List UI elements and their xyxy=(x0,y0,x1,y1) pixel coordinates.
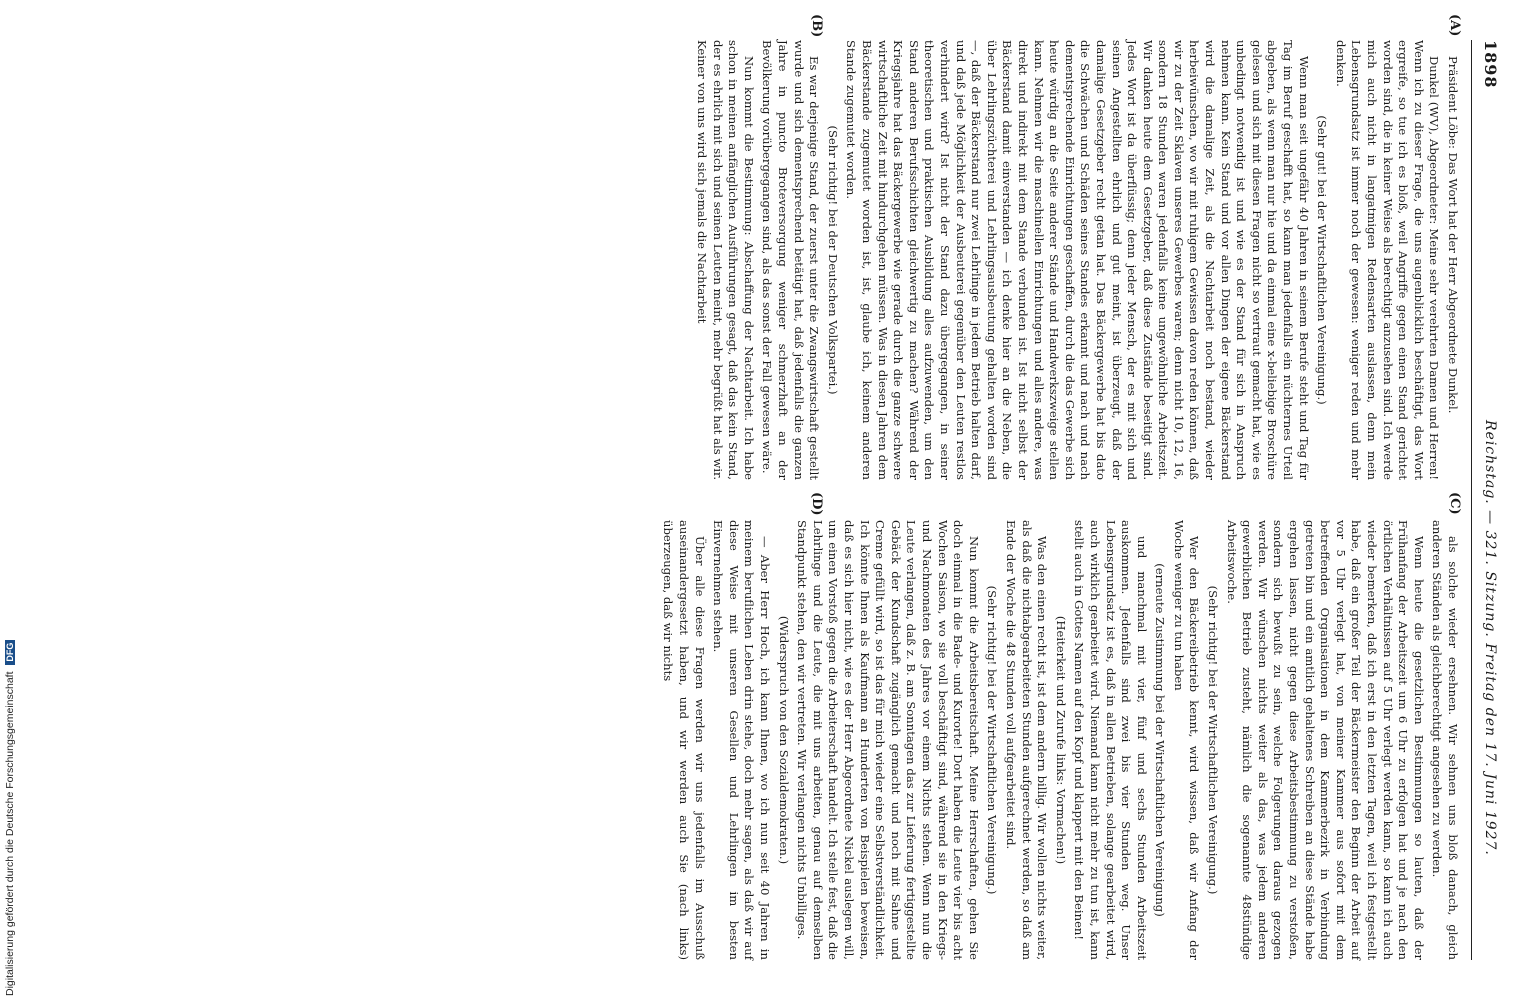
credit-text: Digitalisierung gefördert durch die Deutsche Forschungsgemeinschaft xyxy=(4,671,16,996)
dfg-logo-icon: DFG xyxy=(5,640,15,665)
paragraph: Nun kommt die Bestimmung: Abschaffung der Nachtarbeit. Ich habe schon in meinen anfänglichen Ausführungen gesagt, daß das kein Stand, der es ehrlich mit sich und seinen Leuten meint, mehr begrüßt hat als wir. Keiner von uns wird sich jemals die Nachtarbeit xyxy=(695,40,756,480)
interjection: (erneute Zustimmung bei der Wirtschaftlichen Vereinigung) xyxy=(1153,563,1168,917)
interjection: (Sehr richtig! bei der Wirtschaftlichen Vereinigung.) xyxy=(1206,585,1221,895)
interjection: (Heiterkeit und Zurufe links: Vormachen!) xyxy=(1053,615,1068,865)
paragraph: Es war derjenige Stand, der zuerst unter die Zwangswirtschaft gestellt wurde und sich dementsprechend betätigt hat, daß jedenfalls die ganzen Jahre in puncto Broteversorgung weniger schmerzhaft an der Bevölkerung vorübergegangen sind, als das sonst der Fall gewesen wäre. xyxy=(760,40,822,480)
paragraph: Über alle diese Fragen werden wir uns jedenfalls im Ausschuß auseinandergesetzt haben, und wir werden auch Sie (nach links) überzeugen, daß wir nichts xyxy=(661,520,707,960)
credit-line xyxy=(4,640,16,996)
margin-marker-a: (A) xyxy=(1447,14,1462,37)
interjection: (Widerspruch von den Sozialdemokraten.) xyxy=(776,615,791,865)
paragraph: Was den einen recht ist, ist dem andern billig. Wir wollen nichts weiter, als daß die nichtabgearbeiteten Stunden aufgerechnet werden, so daß am Ende der Woche die 48 Stunden voll aufgearbeitet sind. xyxy=(1003,520,1050,960)
paragraph-dunkel-intro: Dunkel (WV), Abgeordneter: Meine sehr verehrten Damen und Herren! Wenn ich zu dieser Frage, die uns augenblicklich beschäftigt, das Wort ergreife, so tue ich es bloß, weil Angriffe gegen einen Stand gerichtet worden sind, die in keiner Weise als berechtigt anzusehen sind. Ich werde mich auch nicht in langatmigen Redensarten auslassen, denn mein Lebensgrundsatz ist immer noch der gewesen: weniger reden und mehr denken. xyxy=(1333,40,1442,480)
paragraph-president: Präsident Löbe: Das Wort hat der Herr Abgeordnete Dunkel. xyxy=(1446,56,1460,414)
interjection: (Sehr gut! bei der Wirtschaftlichen Vereinigung.) xyxy=(1315,115,1330,405)
page-number: 1898 xyxy=(1481,40,1500,89)
column-divider xyxy=(220,500,1460,501)
paragraph: Nun kommt die Arbeitsbereitschaft. Meine Herrschaften, gehen Sie doch einmal in die Bade- und Kurorte! Dort haben die Leute vier bis acht Wochen Saison, wo sie voll beschäftigt sind, während sie in den Kriegs- und Nachmonaten des Jahres vor einem Nichts stehen. Wenn nun die Leute verlangen, daß z. B. am Sonntagen das zur Lieferung fertiggestellte Gebäck der Kundschaft zugänglich gemacht und noch mit Sahne und Creme gefüllt wird, so ist das für mich wieder eine Selbstverständlichkeit. Ich könnte Ihnen als Kaufmann an Hunderten von Beispielen beweisen, daß es sich hier nicht, wie es der Herr Abgeordnete Nickel auslegen will, um einen Vorstoß gegen die Arbeiterschaft handelt. Ich stelle fest, daß die Lehrlinge und die Leute, die mit uns arbeiten, genau auf demselben Standpunkt stehen, den wir vertreten. Wir verlangen nichts Unbilliges. xyxy=(795,520,981,960)
paragraph: als solche wieder ersehnen. Wir sehnen uns bloß danach, gleich anderen Ständen als gleichberechtigt angesehen zu werden. xyxy=(1430,520,1460,960)
rotated-scan-page xyxy=(90,0,1524,1000)
margin-marker-d: (D) xyxy=(809,492,824,516)
interjection: (Sehr richtig! bei der Wirtschaftlichen Vereinigung.) xyxy=(985,585,1000,895)
document-page xyxy=(180,0,1524,1000)
digitization-credit xyxy=(0,0,24,1000)
margin-marker-c: (C) xyxy=(1447,492,1462,515)
running-title: Reichstag. — 321. Sitzung. Freitag den 17. Juni 1927. xyxy=(1482,420,1498,856)
margin-marker-b: (B) xyxy=(809,14,824,38)
paragraph: Wer den Bäckereibetrieb kennt, wird wissen, daß wir Anfang der Woche weniger zu tun haben xyxy=(1171,520,1202,960)
paragraph: — Aber Herr Hoch, ich kann Ihnen, wo ich nun seit 40 Jahren in meinem beruflichen Leben drin stehe, doch mehr sagen, als daß wir auf diese Weise mit unseren Gesellen und Lehrlingen im besten Einvernehmen stehen. xyxy=(711,520,773,960)
paragraph: Wenn heute die gesetzlichen Bestimmungen so lauten, daß der Frühanfang der Arbeitszeit um 6 Uhr zu erfolgen hat und je nach den örtlichen Verhältnissen auf 5 Uhr verlegt werden kann, so kann ich auch wieder bemerken, daß ich erst in den letzten Tagen, weil ich festgestellt habe, daß ein großer Teil der Bäckermeister den Beginn der Arbeit auf vor 5 Uhr verlegt hat, von meiner Kammer aus sofort mit dem betreffenden Organisationen in dem Kammerbezirk in Verbindung getreten bin und ein amtlich gehaltenes Schreiben an diese Stände habe ergehen lassen, nicht gegen diese Arbeitsbestimmung zu verstoßen, sondern sich bewußt zu sein, welche Folgerungen daraus gezogen werden. Wir wünschen nichts weiter als das, was jedem anderen gewerblichen Betrieb zusteht, nämlich die sogenannte 48stündige Arbeitswoche. xyxy=(1224,520,1426,960)
page-header xyxy=(1471,40,1506,960)
paragraph: und manchmal mit vier, fünf und sechs Stunden Arbeitszeit auskommen. Jedenfalls sind zwei bis vier Stunden weg. Unser Lebensgrundsatz ist es, daß in allen Betrieben, solange gearbeitet wird, auch wirklich gearbeitet wird. Niemand kann nicht mehr zu tun ist, kann stellt auch in Gottes Namen auf den Kopf und klappert mit den Beinen! xyxy=(1072,520,1149,960)
paragraph: Wenn man seit ungefähr 40 Jahren in seinem Berufe steht und Tag für Tag im Beruf geschafft hat, so kann man jedenfalls ein nüchternes Urteil abgeben, als wenn man nur hie und da einmal eine x-beliebige Broschüre gelesen und sich mit diesen Fragen nicht so vertraut gemacht hat, wie es unbedingt notwendig ist und wie es der Stand für sich in Anspruch nehmen kann. Kein Stand und vor allen Dingen der eigene Bäckerstand wird die damalige Zeit, als die Nachtarbeit noch bestand, wieder herbeiwünschen, wo wir mit ruhigem Gewissen davon reden können, daß wir zu der Zeit Sklaven unseres Gewerbes waren; denn nicht 10, 12, 16, sondern 18 Stunden waren jedenfalls keine ungewöhnliche Arbeitszeit. Wir danken heute dem Gesetzgeber, daß diese Zustände beseitigt sind. Jedes Wort ist da überflüssig; denn jeder Mensch, der es mit sich und seinen Angestellten ehrlich und gut meint, ist überzeugt, daß der damalige Gesetzgeber recht getan hat. Das Bäckergewerbe hat bis dato die Schwächen und Schäden seines Standes erkannt und nach und nach dementsprechende Einrichtungen geschaffen, durch die das Gewerbe sich heute würdig an die Seite anderer Stände und Handwerkszweige stellen kann. Nehmen wir die maschinellen Einrichtungen und alles andere, was direkt und indirekt mit dem Stande verbunden ist. Ist nicht selbst der Bäckerstand damit einverstanden — ich denke hier an die Neben, die über Lehrlingszüchterei und Lehrlingsausbeutung gehalten worden sind —, daß der Bäckerstand nur zwei Lehrlinge in jedem Betrieb halten darf, und daß jede Möglichkeit der Ausbeuterei gegenüber den Leuten restlos verhindert wird? Ist nicht der Stand dazu übergegangen, in seiner theoretischen und praktischen Ausbildung alles aufzuwenden, um den Stand anderen Berufsschichten gleichwertig zu machen? Während der Kriegsjahre hat das Bäckergewerbe wie gerade durch die ganze schwere wirtschaftliche Zeit mit hindurchgehen müssen. Was in diesen Jahren dem Bäckerstande zugemutet worden ist, ist, glaube ich, keinem anderen Stande zugemutet worden. xyxy=(844,40,1311,480)
interjection: (Sehr richtig! bei der Deutschen Volkspartei.) xyxy=(825,125,840,395)
left-text-column xyxy=(691,40,1461,480)
right-text-column xyxy=(657,520,1460,960)
